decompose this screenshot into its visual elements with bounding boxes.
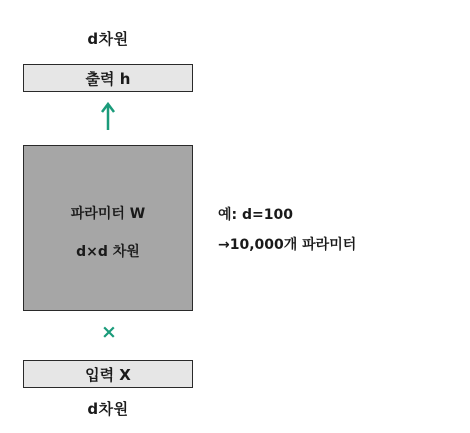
example-note: 예: d=100 (218, 207, 293, 223)
output-h-box (23, 64, 193, 92)
parameter-count-note: →10,000개 파라미터 (218, 237, 357, 253)
input-dimension-label: d차원 (87, 400, 129, 418)
output-h-label: 출력 h (85, 69, 131, 88)
up-arrow-icon (98, 100, 118, 132)
multiply-icon: × (101, 321, 117, 343)
weight-matrix-box (23, 145, 193, 311)
weight-matrix-dimension: d×d 차원 (76, 244, 140, 260)
output-dimension-label: d차원 (87, 30, 129, 48)
input-x-box (23, 360, 193, 388)
weight-matrix-title: 파라미터 W (70, 206, 146, 222)
input-x-label: 입력 X (85, 365, 131, 384)
